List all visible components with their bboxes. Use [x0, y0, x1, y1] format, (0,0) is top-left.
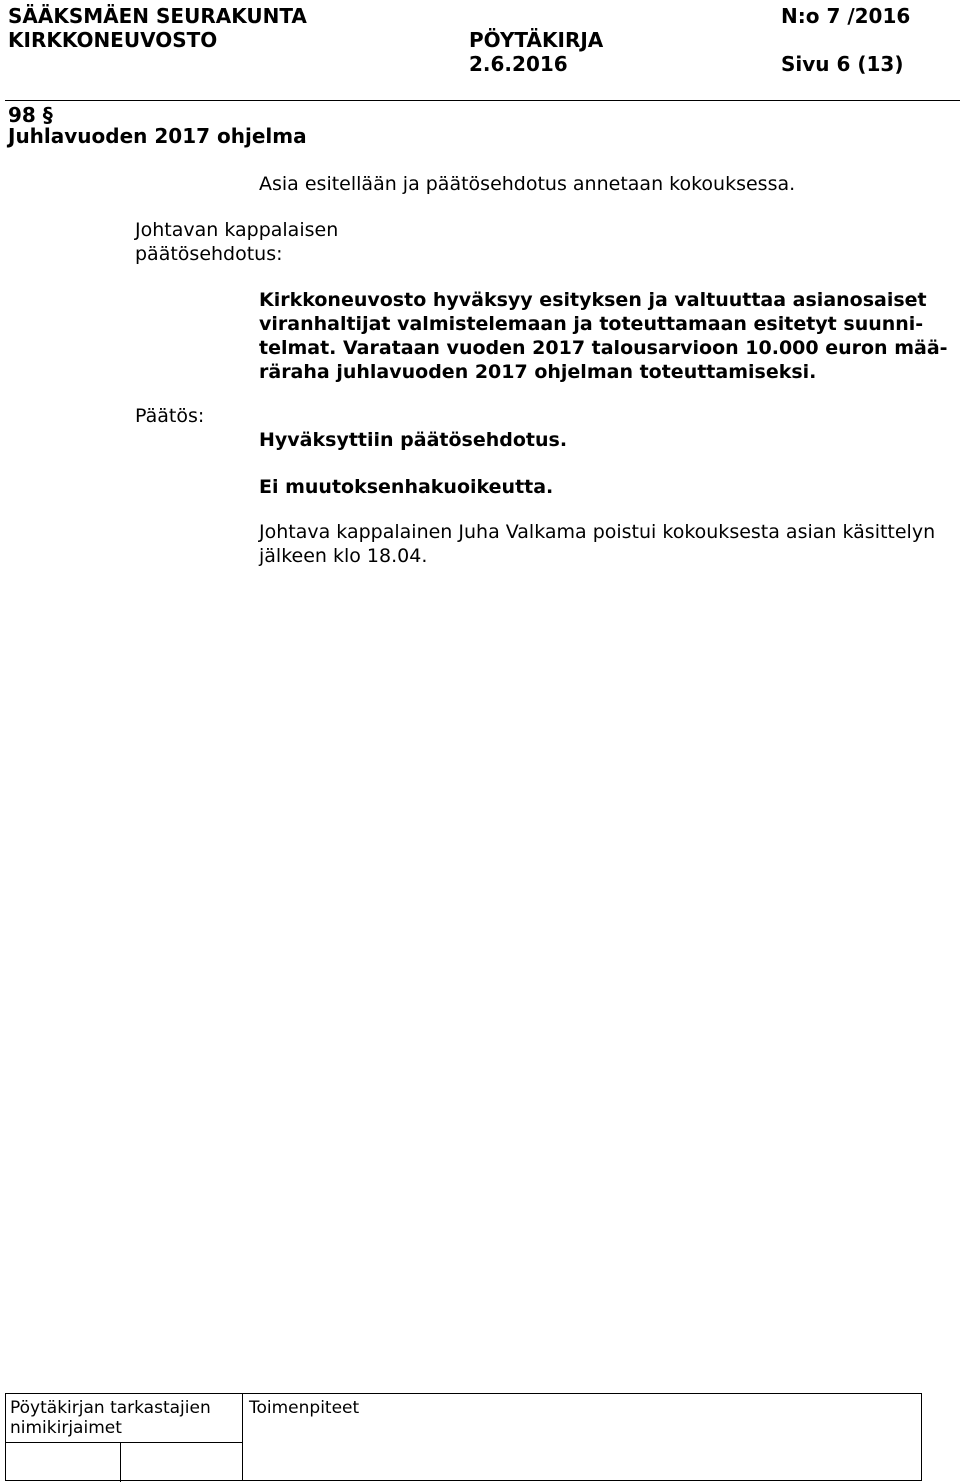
section-number: 98 § [8, 103, 53, 127]
decision-note-line2: jälkeen klo 18.04. [259, 545, 428, 567]
initials-cell-2 [121, 1442, 243, 1482]
proposal-line: viranhaltijat valmistelemaan ja toteuttamaan esitetyt suunni- [259, 313, 924, 335]
proposal-label [135, 218, 338, 266]
proposal-label-line1: Johtavan kappalaisen [135, 219, 339, 241]
header-rule [5, 100, 960, 101]
proposal-text [259, 288, 959, 384]
decision-note [259, 520, 959, 568]
section-intro: Asia esitellään ja päätösehdotus annetaan kokouksessa. [259, 173, 796, 195]
meeting-date: 2.6.2016 [469, 52, 568, 76]
proposal-line: räraha juhlavuoden 2017 ohjelman toteuttamiseksi. [259, 361, 817, 383]
proposal-line: Kirkkoneuvosto hyväksyy esityksen ja valtuuttaa asianosaiset [259, 289, 927, 311]
initials-cell-1 [6, 1442, 121, 1482]
organization-name: SÄÄKSMÄEN SEURAKUNTA [8, 4, 307, 28]
minutes-number: N:o 7 /2016 [781, 4, 911, 28]
actions-label: Toimenpiteet [249, 1398, 360, 1418]
signers-label-line2: nimikirjaimet [10, 1418, 122, 1438]
decision-note-line1: Johtava kappalainen Juha Valkama poistui kokouksesta asian käsittelyn [259, 521, 936, 543]
section-title: Juhlavuoden 2017 ohjelma [8, 124, 307, 148]
footer-table [5, 1393, 922, 1481]
decision-text: Hyväksyttiin päätösehdotus. [259, 429, 568, 451]
signers-label-line1: Pöytäkirjan tarkastajien [10, 1398, 211, 1418]
decision-label: Päätös: [135, 405, 205, 427]
document-type: PÖYTÄKIRJA [469, 28, 604, 52]
proposal-label-line2: päätösehdotus: [135, 243, 283, 265]
body-name: KIRKKONEUVOSTO [8, 28, 218, 52]
proposal-line: telmat. Varataan vuoden 2017 talousarvioon 10.000 euron mää- [259, 337, 948, 359]
appeal-statement: Ei muutoksenhakuoikeutta. [259, 476, 554, 498]
page-number: Sivu 6 (13) [781, 52, 904, 76]
